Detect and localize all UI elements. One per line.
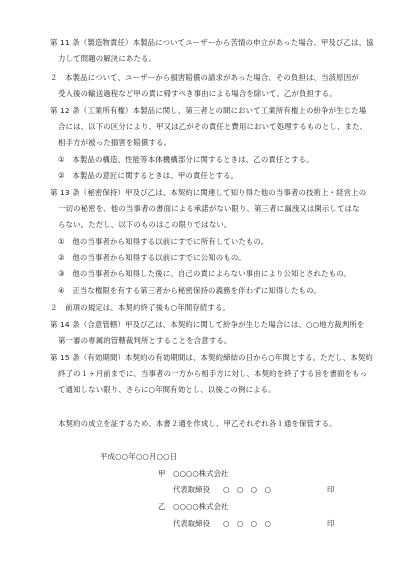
article-13-item-4: ④ 正当な権限を有する第三者から秘密保持の義務を伴わずに知得したもの。	[58, 286, 321, 295]
party-a-rep-title: 代表取締役	[173, 485, 210, 494]
party-a-rep-name: ○ ○ ○ ○	[223, 485, 271, 494]
article-15-line-1: 第 15 条（有効期間）本契約の有効期間は、本契約締結の日から○年間とする。ただし、本契約	[50, 353, 373, 362]
closing-statement: 本契約の成立を証するため、本書２通を作成し、甲乙それぞれ各１通を保管する。	[58, 419, 337, 428]
party-b-company: ○○○○株式会社	[173, 502, 229, 511]
article-14-line-1: 第 14 条（合意管轄）甲及び乙は、本契約に関して紛争が生じた場合には、○○地方裁判所を	[50, 320, 365, 329]
article-13-line-3: らない。ただし、以下のものはこの限りではない。	[58, 220, 232, 229]
party-b-rep-name: ○ ○ ○ ○	[223, 519, 271, 528]
article-11-line-2: 力して問題の解決にあたる。	[58, 54, 157, 63]
article-12-item-1: ① 本製品の構造、性能等本体機構部分に関するときは、乙の責任とする。	[58, 155, 314, 164]
article-12-line-1: 第 12 条（工業所有権）本製品に関し、第三者との間において工業所有権上の紛争が生じた場	[50, 106, 367, 115]
party-b-label: 乙	[158, 502, 166, 511]
article-11-2-line-1: ２ 本製品について、ユーザーから損害賠償の請求があった場合、その負担は、当該原因が	[50, 73, 359, 82]
article-13-line-2: 一切の秘密を、他の当事者の書面による承諾がない限り、第三者に漏洩又は開示してはな	[58, 204, 360, 213]
article-11-2-line-2: 受入後の輸送過程など甲の責に帰すべき事由による場合を除いて、乙が負担する。	[58, 89, 337, 98]
article-14-line-2: 第一審の専属的管轄裁判所とすることを合意する。	[58, 336, 232, 345]
party-a-company: ○○○○株式会社	[173, 469, 229, 478]
article-13-item-3: ③ 他の当事者から知得した後に、自己の責によらない事由により公知とされたもの。	[58, 269, 352, 278]
article-13-item-2: ② 他の当事者から知得する以前にすでに公知のもの。	[58, 253, 246, 262]
party-b-rep-title: 代表取締役	[173, 519, 210, 528]
party-a-seal: 印	[327, 485, 335, 494]
article-15-line-2: 終了の１ヶ月前までに、当事者の一方から相手方に対し、本契約を終了する旨を書面をもっ	[58, 369, 368, 378]
party-a-label: 甲	[158, 469, 166, 478]
article-12-line-3: 相手方が被った損害を賠償する。	[58, 138, 172, 147]
article-13-2-line-1: ２ 前項の規定は、本契約終了後も○年間存続する。	[50, 303, 231, 312]
article-15-line-3: て通知しない限り、さらに○年間有効とし、以後この例による。	[58, 385, 276, 394]
article-13-item-1: ① 他の当事者から知得する以前にすでに所有していたもの。	[58, 237, 269, 246]
article-11-line-1: 第 11 条（製造物責任）本製品についてユーザーから苦情の申立があった場合、甲及び乙は、協	[50, 38, 374, 47]
party-b-seal: 印	[327, 519, 335, 528]
contract-date: 平成○○年○○月○○日	[100, 452, 178, 461]
article-13-line-1: 第 13 条（秘密保持）甲及び乙は、本契約に関連して知り得た他の当事者の技術上・経営上の	[50, 188, 367, 197]
article-12-line-2: 合には、以下の区分により、甲又は乙がその責任と費用において処理するものとし、また、	[58, 122, 368, 131]
article-12-item-2: ② 本製品の意匠に関するときは、甲の責任とする。	[58, 171, 239, 180]
